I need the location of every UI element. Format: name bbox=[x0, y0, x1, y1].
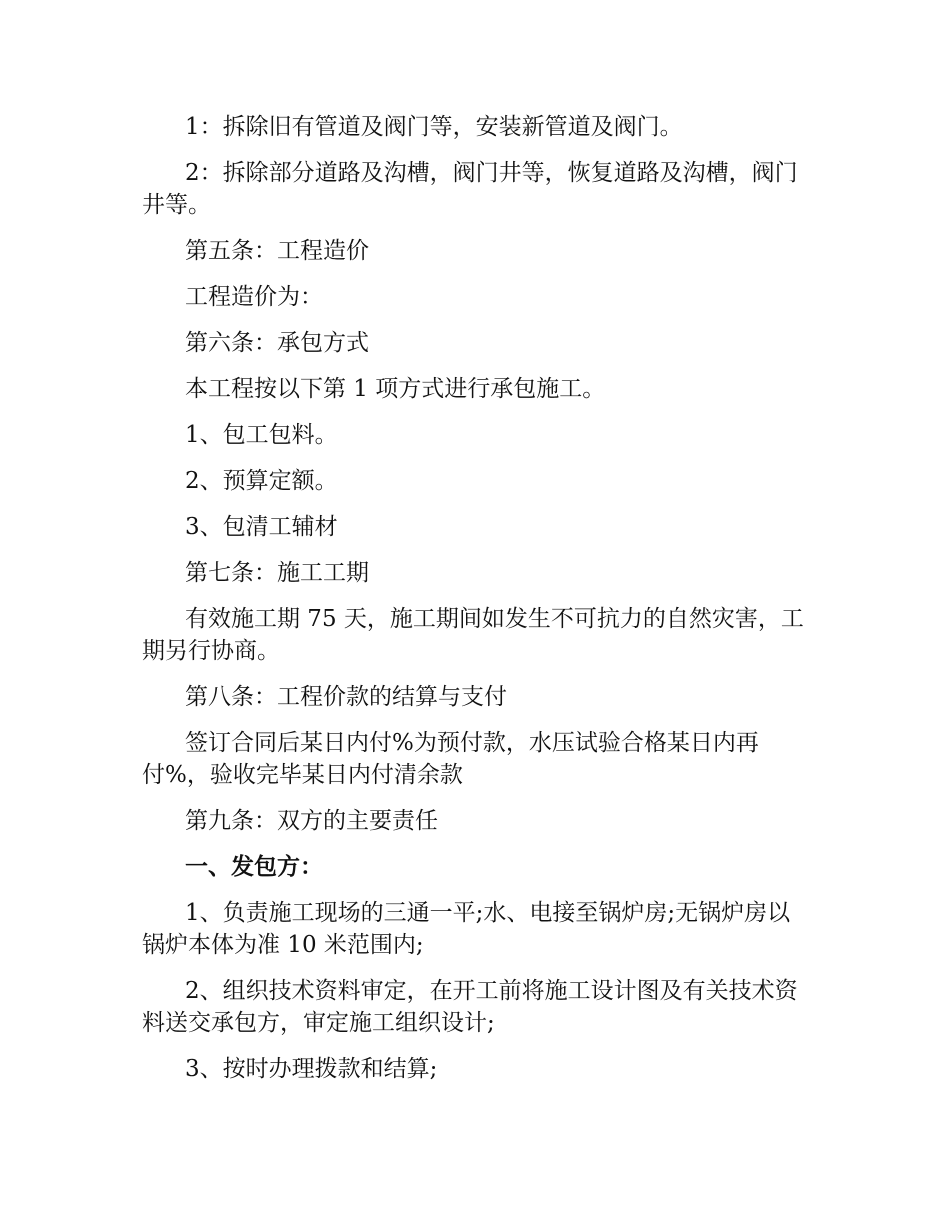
subsection-heading-employer: 一、发包方： bbox=[185, 853, 323, 880]
section-heading-5: 第五条：工程造价 bbox=[185, 238, 369, 264]
list-item-duty-2: 2、组织技术资料审定，在开工前将施工设计图及有关技术资料送交承包方，审定施工组织设计; bbox=[142, 978, 798, 1036]
paragraph-contract-mode: 本工程按以下第 1 项方式进行承包施工。 bbox=[185, 376, 606, 402]
document-body bbox=[142, 111, 806, 1099]
list-item-option-2: 2、预算定额。 bbox=[185, 468, 338, 494]
list-item-duty-3: 3、按时办理拨款和结算; bbox=[185, 1056, 438, 1082]
paragraph-item-2: 2：拆除部分道路及沟槽，阀门井等，恢复道路及沟槽，阀门井等。 bbox=[142, 160, 798, 218]
paragraph-item-1: 1：拆除旧有管道及阀门等，安装新管道及阀门。 bbox=[185, 114, 683, 140]
paragraph-payment: 签订合同后某日内付%为预付款，水压试验合格某日内再付%，验收完毕某日内付清余款 bbox=[142, 730, 759, 788]
paragraph-schedule: 有效施工期 75 天，施工期间如发生不可抗力的自然灾害，工期另行协商。 bbox=[142, 606, 804, 664]
list-item-option-3: 3、包清工辅材 bbox=[185, 514, 338, 540]
list-item-option-1: 1、包工包料。 bbox=[185, 422, 338, 448]
list-item-duty-1: 1、负责施工现场的三通一平;水、电接至锅炉房;无锅炉房以锅炉本体为准 10 米范围内; bbox=[142, 900, 791, 958]
section-heading-6: 第六条：承包方式 bbox=[185, 330, 369, 356]
section-heading-9: 第九条：双方的主要责任 bbox=[185, 808, 438, 834]
section-heading-7: 第七条：施工工期 bbox=[185, 560, 369, 586]
section-heading-8: 第八条：工程价款的结算与支付 bbox=[185, 684, 507, 710]
paragraph-price: 工程造价为： bbox=[185, 284, 323, 310]
